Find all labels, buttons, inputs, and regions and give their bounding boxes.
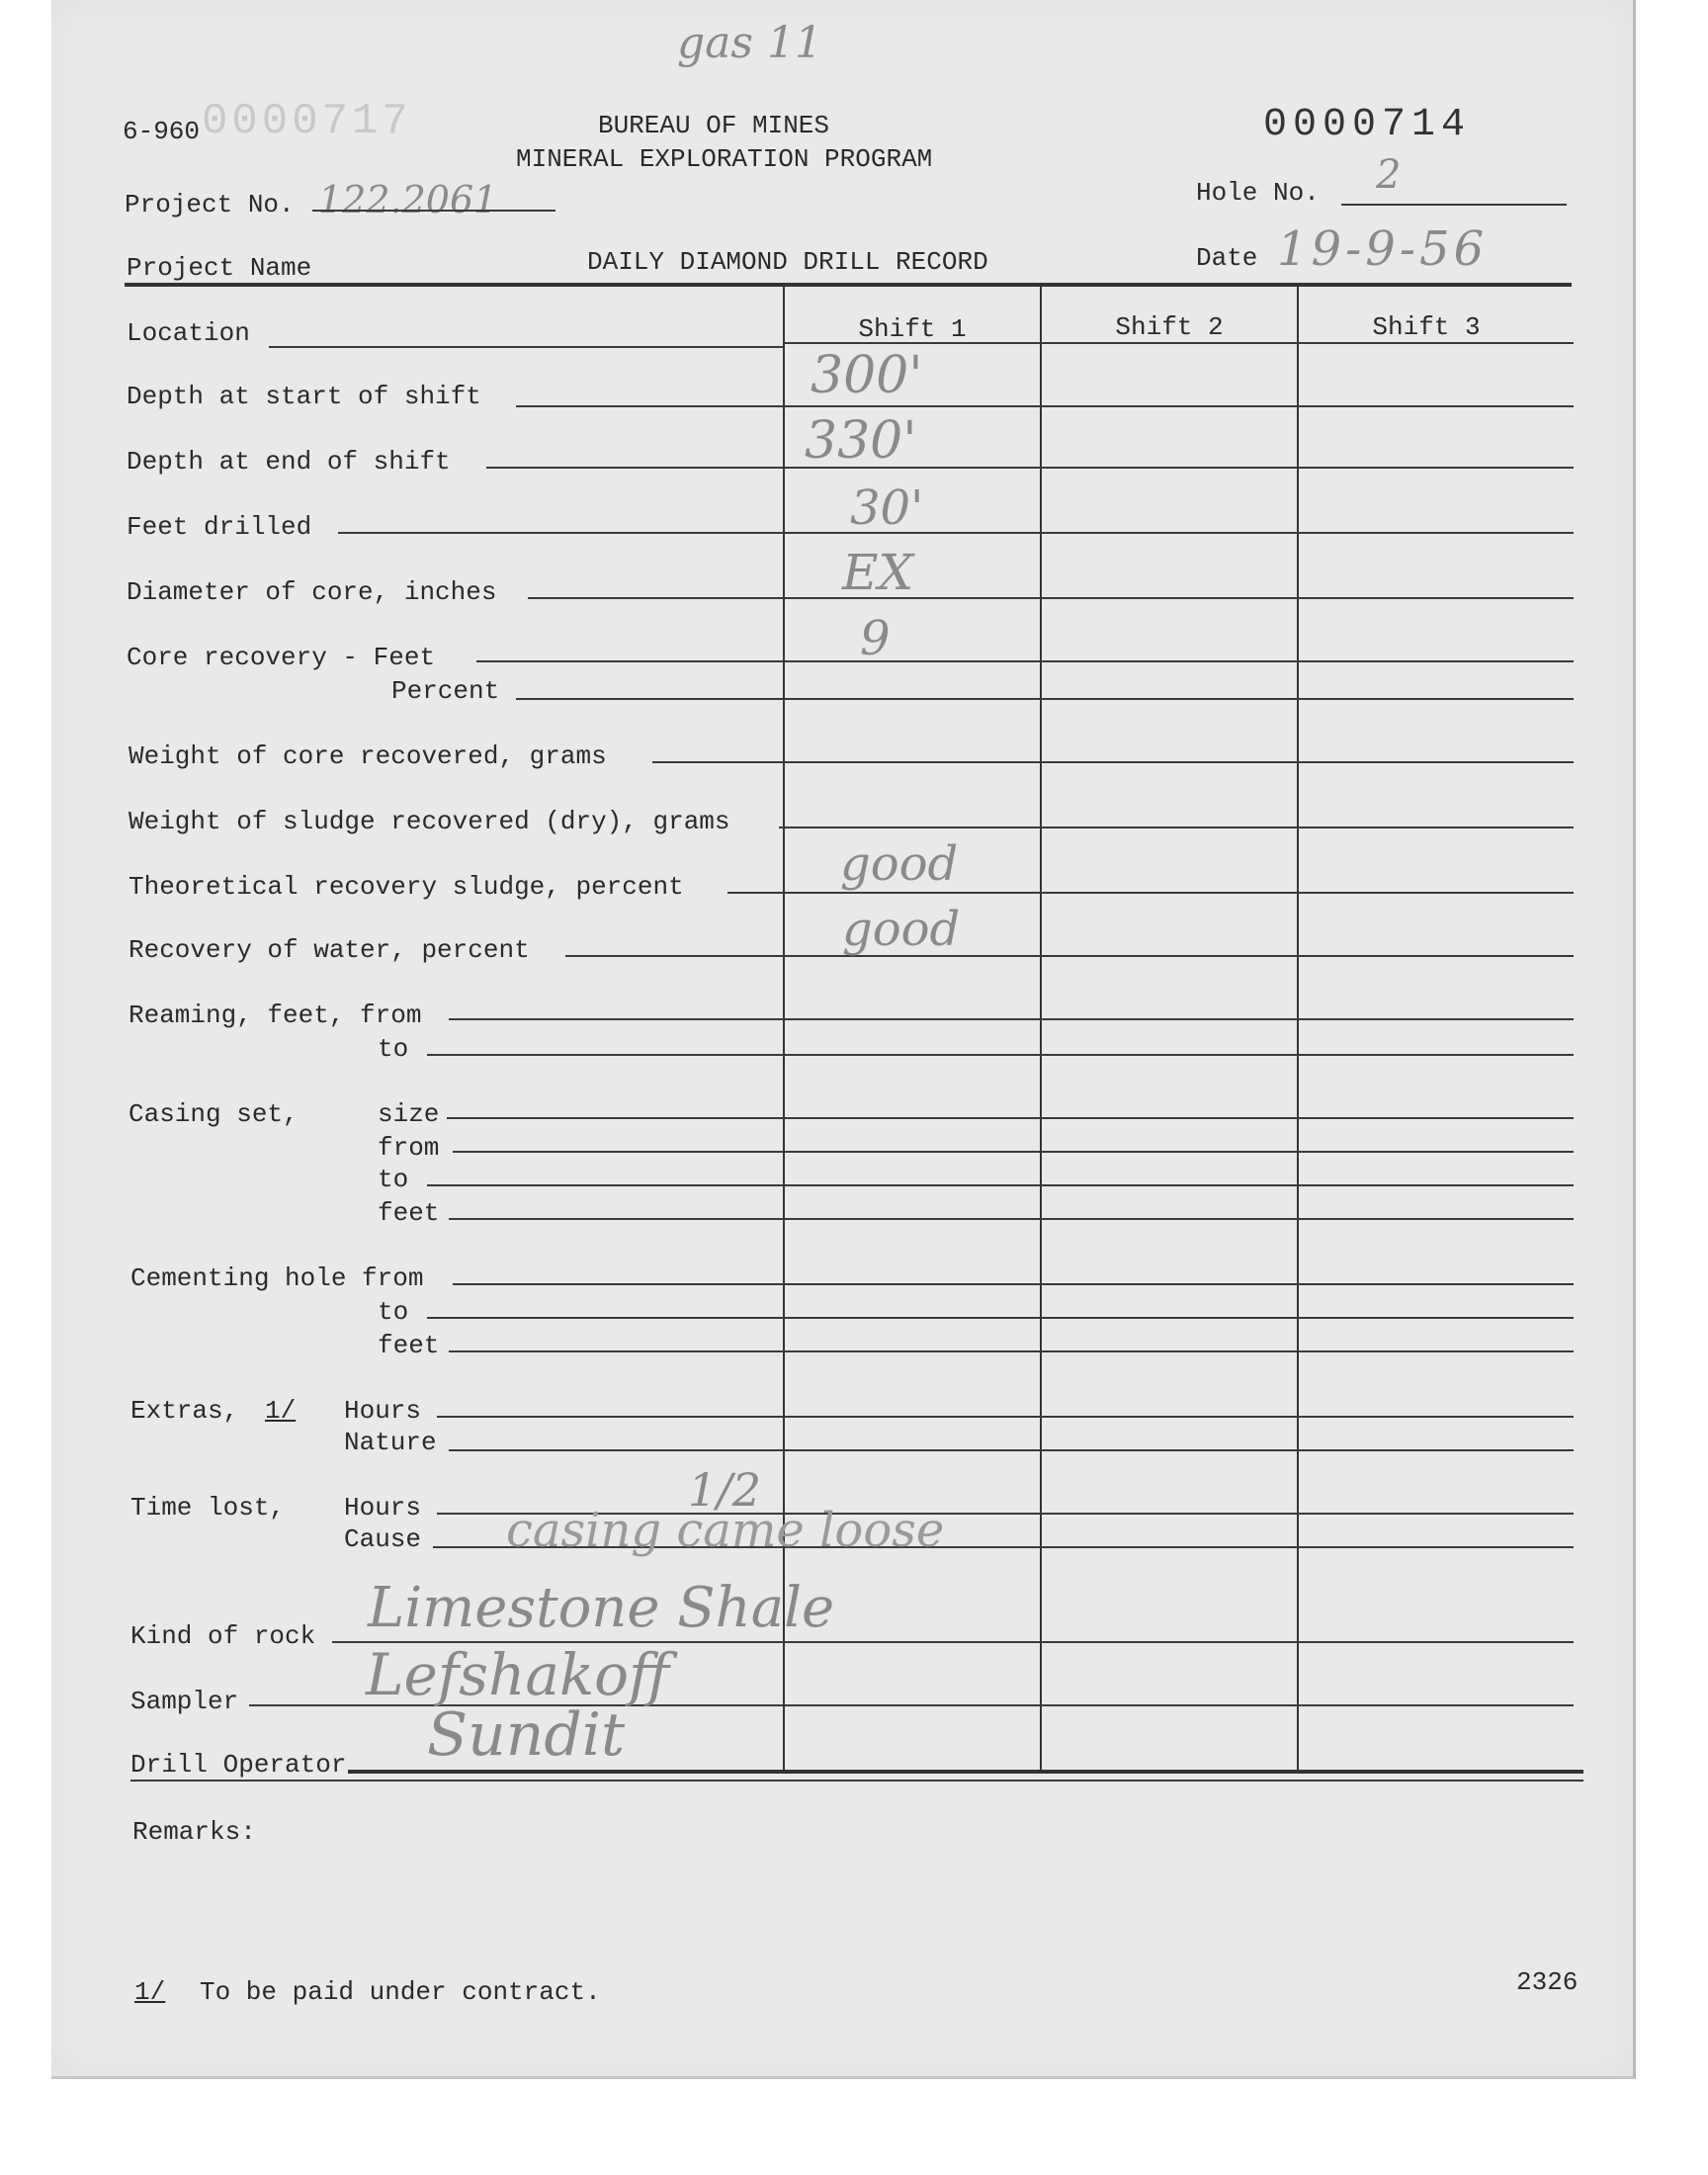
form-number: 6-960 [123,117,201,146]
time-lost-cause-value: casing came loose [506,1503,945,1558]
shift1-core-recovery: 9 [860,611,891,666]
column-header-shift-2: Shift 2 [1115,312,1224,342]
label-time-lost-hours: Hours [344,1493,422,1522]
label-diameter: Diameter of core, inches [127,577,497,607]
label-casing-to: to [378,1165,409,1194]
line-weight-core [652,761,1574,763]
line-casing-feet [449,1218,1574,1220]
line-extras-hours [437,1416,1574,1418]
line-cementing-from [453,1283,1574,1285]
line-feet-drilled [338,532,1574,534]
label-feet-drilled: Feet drilled [127,512,312,542]
header-rule [125,283,1572,287]
label-casing-size: size [378,1099,440,1129]
label-theoretical: Theoretical recovery sludge, percent [128,872,684,902]
label-casing-from: from [378,1133,440,1163]
kind-of-rock-value: Limestone Shale [368,1576,835,1640]
label-drill-operator: Drill Operator [130,1750,347,1780]
project-no-underline [312,210,555,212]
label-weight-sludge: Weight of sludge recovered (dry), grams [128,807,730,836]
document-number: 0000714 [1263,103,1472,147]
form-sheet [51,0,1636,2079]
top-handwritten-note: gas 11 [677,18,822,68]
line-location-shifts [783,342,1574,344]
shift1-depth-end: 330' [805,411,917,471]
form-title: DAILY DIAMOND DRILL RECORD [587,247,988,277]
shift1-diameter: EX [842,544,914,601]
label-core-recovery: Core recovery - Feet [127,643,436,672]
hole-no-label: Hole No. [1196,178,1320,208]
label-depth-end: Depth at end of shift [127,447,451,477]
line-extras-nature [449,1449,1574,1451]
line-casing-from [453,1151,1574,1153]
time-lost-hours-value: 1/2 [688,1463,762,1517]
line-casing-size [447,1117,1574,1119]
label-percent: Percent [391,676,500,706]
hole-no-value: 2 [1376,152,1402,198]
column-header-shift-1: Shift 1 [858,314,967,344]
label-location: Location [127,318,250,348]
label-cementing-feet: feet [378,1331,440,1360]
label-sampler: Sampler [130,1687,239,1716]
label-time-lost-cause: Cause [344,1524,422,1554]
label-kind-of-rock: Kind of rock [130,1621,316,1651]
label-extras-nature: Nature [344,1428,437,1457]
shift1-theoretical: good [840,836,959,892]
line-reaming-from [449,1018,1574,1020]
footnote-text: To be paid under contract. [200,1977,601,2007]
line-depth-start [516,405,1574,407]
bottom-double-rule [130,1780,1583,1782]
line-cementing-feet [449,1350,1574,1352]
line-diameter [528,597,1574,599]
project-name-label: Project Name [127,253,312,283]
line-theoretical [727,892,1574,894]
label-casing-set: Casing set, [128,1099,299,1129]
label-reaming: Reaming, feet, from [128,1000,422,1030]
project-no-value: 122.2061 [318,178,498,221]
label-reaming-to: to [378,1034,409,1064]
label-remarks: Remarks: [132,1817,256,1847]
shift1-recovery-water: good [842,902,961,957]
shift1-depth-start: 300' [811,346,923,405]
date-value: 19-9-56 [1277,221,1489,277]
label-casing-feet: feet [378,1198,440,1228]
sampler-value: Lefshakoff [366,1641,670,1708]
line-casing-to [427,1184,1574,1186]
hole-no-underline [1341,204,1567,206]
column-header-shift-3: Shift 3 [1372,312,1481,342]
faint-stamp: 0000717 [202,97,412,146]
label-time-lost: Time lost, [130,1493,286,1522]
footnote-ref: 1/ [134,1977,166,2007]
project-no-label: Project No. [125,190,295,219]
line-reaming-to [427,1054,1574,1056]
line-percent [516,698,1574,700]
line-cementing-to [427,1317,1574,1319]
label-extras-ref: 1/ [265,1396,297,1426]
line-core-recovery [476,660,1574,662]
label-recovery-water: Recovery of water, percent [128,935,530,965]
drill-operator-value: Sundit [427,1700,626,1770]
date-label: Date [1196,243,1258,273]
label-depth-start: Depth at start of shift [127,382,481,411]
agency-name: BUREAU OF MINES [597,111,830,140]
line-depth-end [486,467,1574,469]
program-name: MINERAL EXPLORATION PROGRAM [516,144,933,174]
label-weight-core: Weight of core recovered, grams [128,741,607,771]
label-cementing-to: to [378,1297,409,1327]
label-cementing: Cementing hole from [130,1263,424,1293]
label-extras-hours: Hours [344,1396,422,1426]
line-weight-sludge [779,826,1574,828]
page-number: 2326 [1516,1967,1579,1997]
line-drill-operator [348,1770,1583,1774]
line-recovery-water [565,955,1574,957]
line-location [269,346,783,348]
shift1-feet-drilled: 30' [850,480,924,536]
label-extras: Extras, [130,1396,239,1426]
